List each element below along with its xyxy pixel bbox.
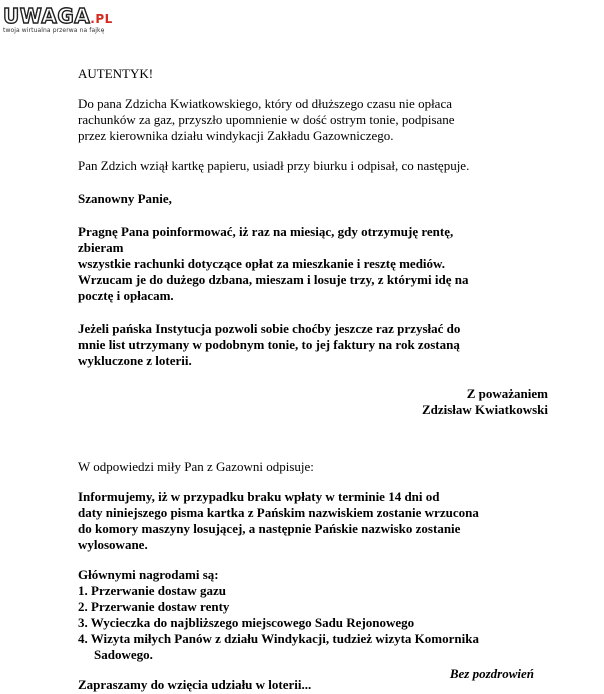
paragraph-line: do komory maszyny losującej, a następnie Pańskie nazwisko zostanie bbox=[78, 521, 461, 536]
context-paragraph: Pan Zdzich wziął kartkę papieru, usiadł przy biurku i odpisał, co następuje. bbox=[78, 158, 470, 173]
prizes-list bbox=[78, 583, 548, 663]
paragraph-line: Jeżeli pańska Instytucja pozwoli sobie choćby jeszcze raz przysłać do bbox=[78, 321, 461, 336]
paragraph-line: Informujemy, iż w przypadku braku wpłaty w terminie 14 dni od bbox=[78, 489, 440, 504]
document-body bbox=[78, 66, 548, 693]
intro-line: rachunków za gaz, przyszło upomnienie w dość ostrym tonie, podpisane bbox=[78, 112, 455, 127]
list-item: 1. Przerwanie dostaw gazu bbox=[78, 583, 227, 598]
letter-paragraph-2 bbox=[78, 321, 548, 369]
paragraph-line: Pragnę Pana poinformować, iż raz na miesiąc, gdy otrzymuję rentę, bbox=[78, 224, 454, 239]
intro-line: przez kierownika działu windykacji Zakładu Gazowniczego. bbox=[78, 128, 394, 143]
paragraph-line: zbieram bbox=[78, 240, 124, 255]
list-item: 3. Wycieczka do najbliższego miejscowego Sadu Rejonowego bbox=[78, 615, 415, 630]
logo-wordmark: UWAGA.PL bbox=[3, 4, 113, 28]
prizes-heading: Głównymi nagrodami są: bbox=[78, 567, 219, 582]
list-item: 2. Przerwanie dostaw renty bbox=[78, 599, 230, 614]
paragraph-line: Wrzucam je do dużego dzbana, mieszam i losuje trzy, z którymi idę na bbox=[78, 272, 469, 287]
reply-paragraph bbox=[78, 489, 548, 553]
paragraph-line: wykluczone z loterii. bbox=[78, 353, 192, 368]
site-logo[interactable] bbox=[3, 4, 113, 34]
paragraph-line: daty niniejszego pisma kartka z Pańskim nazwiskiem zostanie wrzucona bbox=[78, 505, 479, 520]
document-heading: AUTENTYK! bbox=[78, 66, 154, 81]
letter-regards: Z poważaniem bbox=[466, 386, 548, 401]
reply-invitation: Zapraszamy do wzięcia udziału w loterii... bbox=[78, 677, 312, 692]
reply-closing: Bez pozdrowień bbox=[449, 666, 534, 681]
list-item: Sadowego. bbox=[94, 647, 153, 662]
paragraph-line: wylosowane. bbox=[78, 537, 148, 552]
paragraph-line: pocztę i opłacam. bbox=[78, 288, 174, 303]
letter-signature: Zdzisław Kwiatkowski bbox=[421, 402, 548, 417]
reply-intro: W odpowiedzi miły Pan z Gazowni odpisuje: bbox=[78, 459, 314, 474]
paragraph-line: mnie list utrzymany w podobnym tonie, to jej faktury na rok zostaną bbox=[78, 337, 460, 352]
intro-paragraph bbox=[78, 96, 548, 144]
letter-salutation: Szanowny Panie, bbox=[78, 191, 172, 206]
letter-paragraph-1 bbox=[78, 224, 548, 304]
logo-tagline: twoja wirtualna przerwa na fajkę bbox=[3, 27, 105, 34]
list-item: 4. Wizyta miłych Panów z działu Windykacji, tudzież wizyta Komornika bbox=[78, 631, 479, 646]
paragraph-line: wszystkie rachunki dotyczące opłat za mieszkanie i resztę mediów. bbox=[78, 256, 445, 271]
intro-line: Do pana Zdzicha Kwiatkowskiego, który od dłuższego czasu nie opłaca bbox=[78, 96, 452, 111]
